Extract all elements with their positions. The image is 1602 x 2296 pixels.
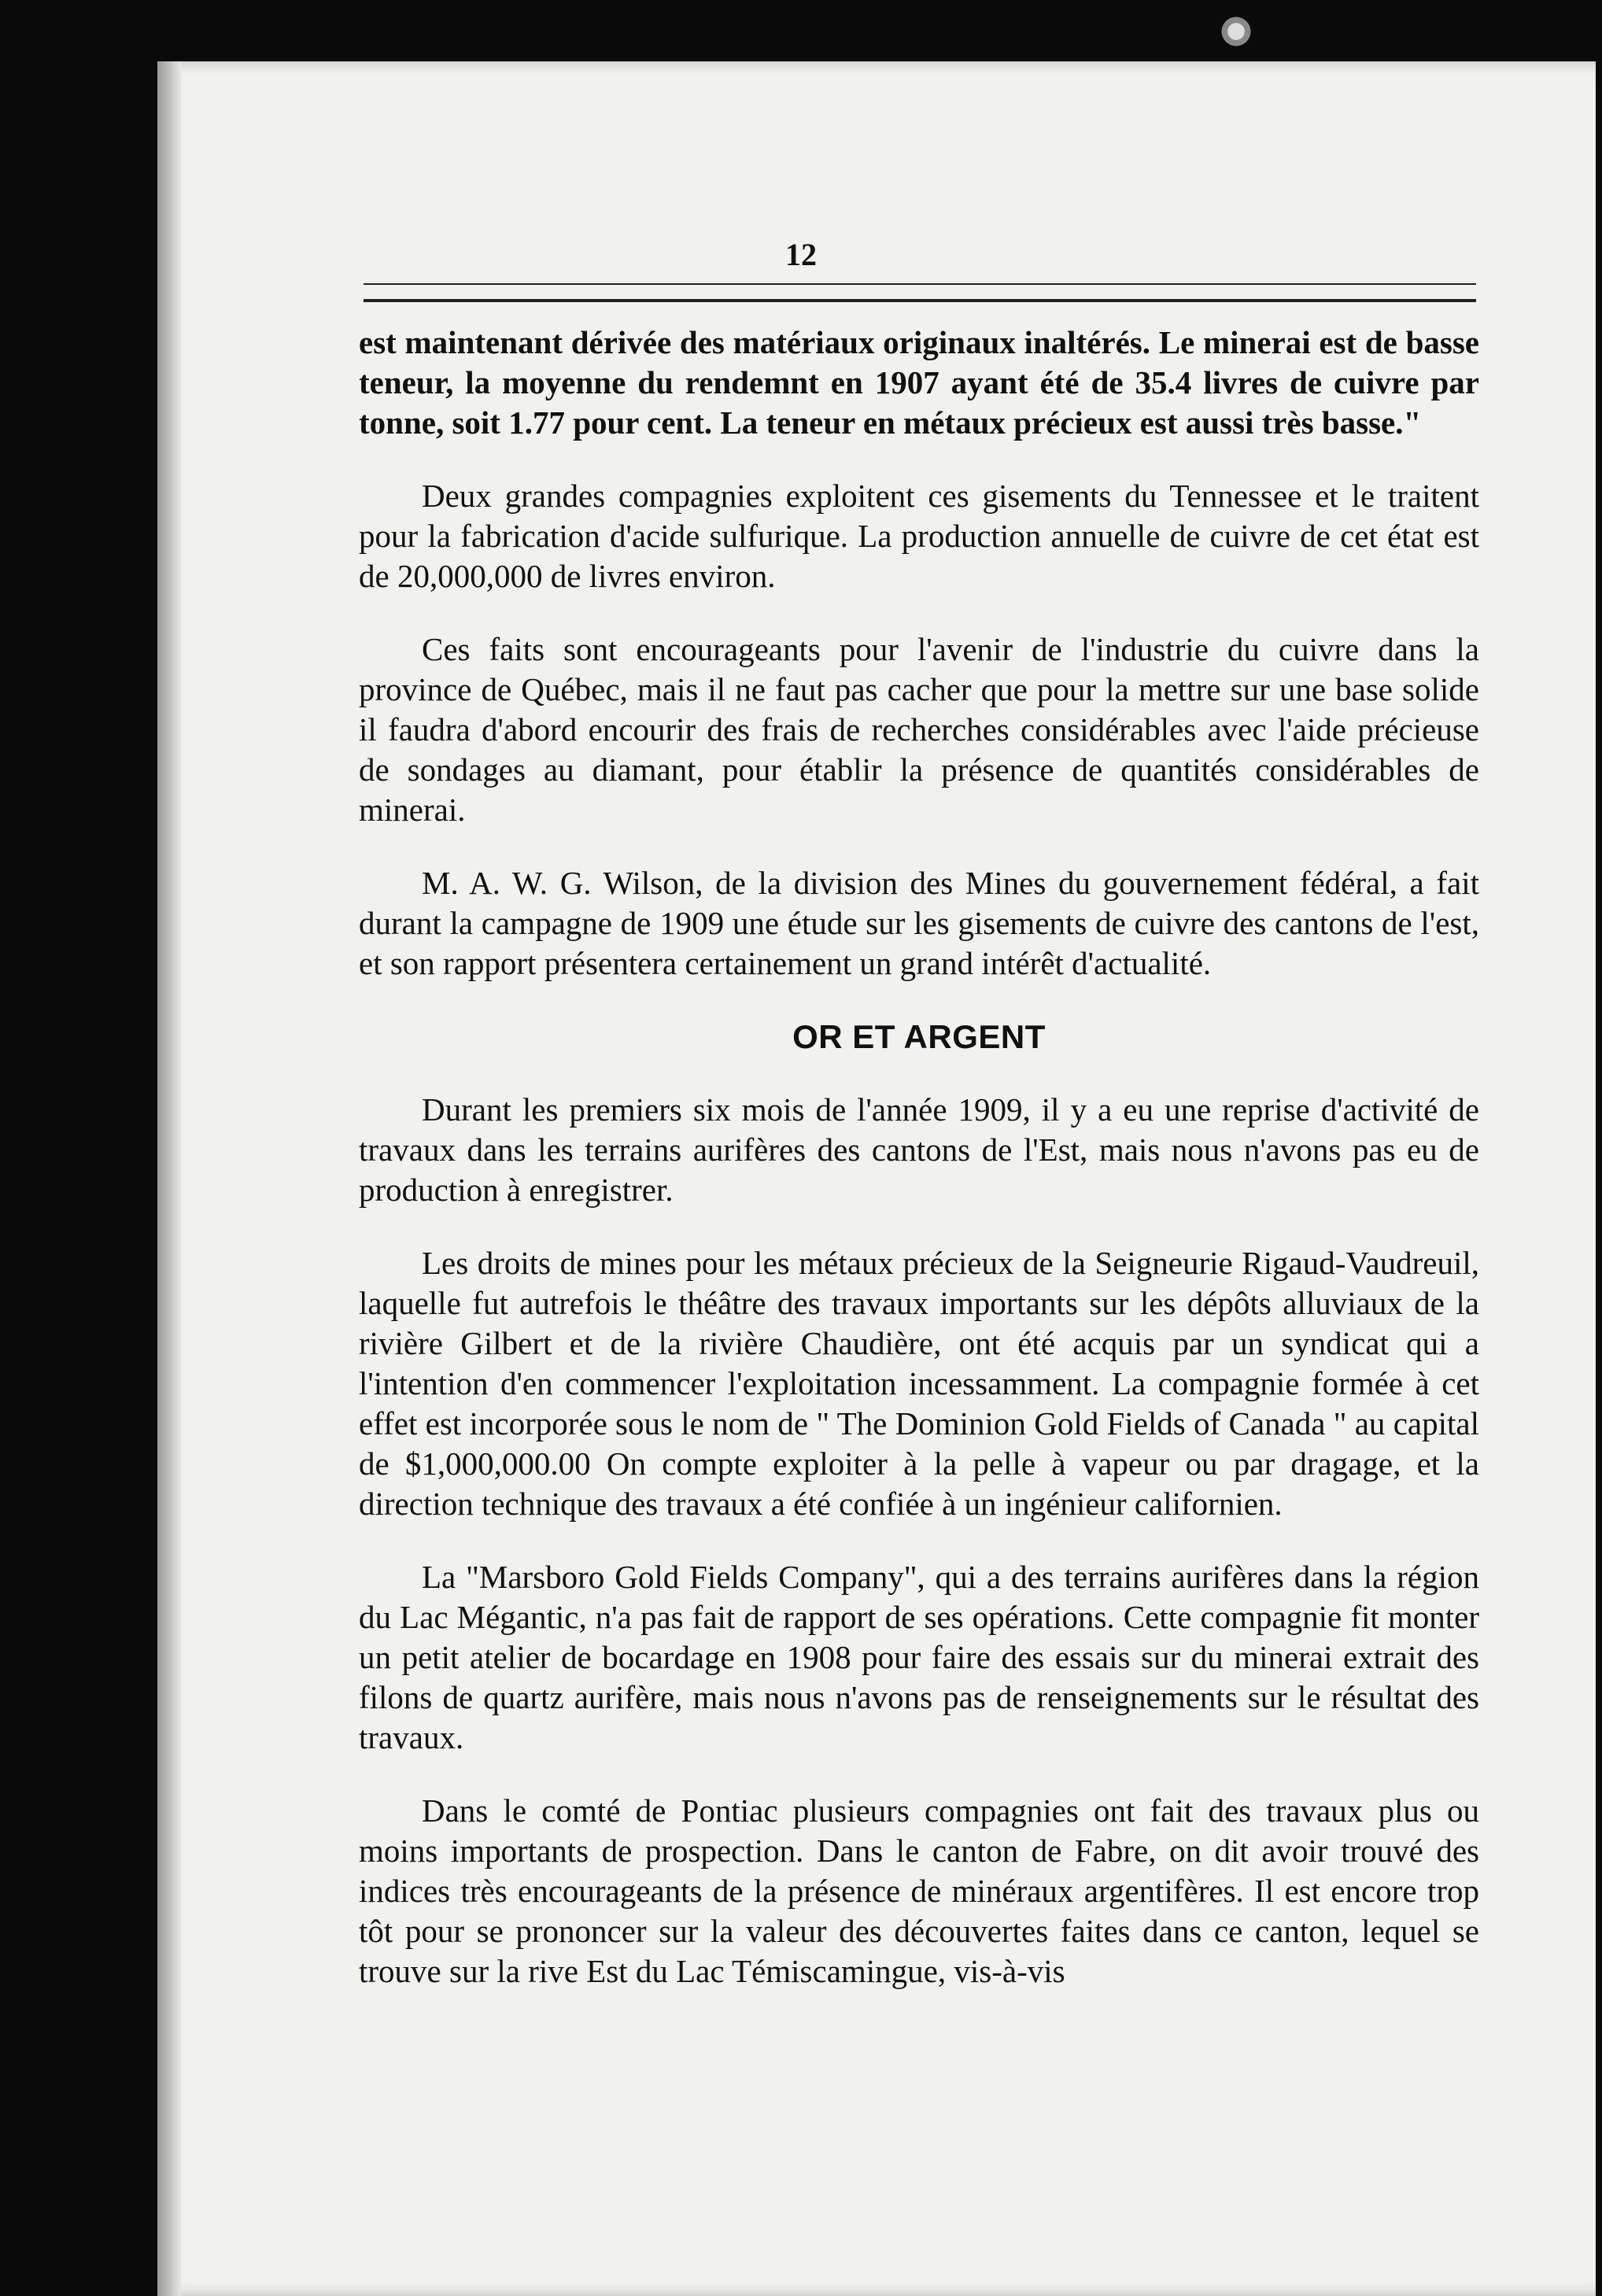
paragraph: Durant les premiers six mois de l'année 1909, il y a eu une reprise d'activité de travaux dans les terrains aurifères des cantons de l'Est, mais nous n'avons pas eu de production à enregistrer. [359,1091,1479,1208]
page-body [359,323,1479,2025]
paragraph: M. A. W. G. Wilson, de la division des Mines du gouvernement fédéral, a fait durant la campagne de 1909 une étude sur les gisements de cuivre des cantons de l'est, et son rapport présentera certainement un grand intérêt d'actualité. [359,865,1479,981]
binding-shadow [157,61,181,2296]
paragraph: Deux grandes compagnies exploitent ces gisements du Tennessee et le traitent pour la fabrication d'acide sulfurique. La production annuelle de cuivre de cet état est de 20,000,000 de livres environ. [359,478,1479,594]
page-number: 12 [785,237,817,272]
paragraph: La "Marsboro Gold Fields Company", qui a des terrains aurifères dans la région du Lac Mégantic, n'a pas fait de rapport de ses opérations. Cette compagnie fit monter un petit atelier de bocardage en 1908 pour faire des essais sur du minerai extrait des filons de quartz aurifère, mais nous n'avons pas de renseignements sur le résultat des travaux. [359,1559,1479,1755]
header-rule [364,283,1476,302]
paragraph: est maintenant dérivée des matériaux originaux inaltérés. Le minerai est de basse teneur, la moyenne du rendemnt en 1907 ayant été de 35.4 livres de cuivre par tonne, soit 1.77 pour cent. La teneur en métaux précieux est aussi très basse." [359,324,1479,441]
paragraph: Dans le comté de Pontiac plusieurs compagnies ont fait des travaux plus ou moins importants de prospection. Dans le canton de Fabre, on dit avoir trouvé des indices très encourageants de la présence de minéraux argentifères. Il est encore trop tôt pour se prononcer sur la valeur des découvertes faites dans ce canton, lequel se trouve sur la rive Est du Lac Témiscamingue, vis-à-vis [359,1792,1479,1989]
paragraph: Les droits de mines pour les métaux précieux de la Seigneurie Rigaud-Vaudreuil, laquelle fut autrefois le théâtre des travaux importants sur les dépôts alluviaux de la rivière Gilbert et de la rivière Chaudière, ont été acquis par un syndicat qui a l'intention d'en commencer l'exploitation incessamment. La compagnie formée à cet effet est incorporée sous le nom de " The Dominion Gold Fields of Canada " au capital de $1,000,000.00 On compte exploiter à la pelle à vapeur ou par dragage, et la direction technique des travaux a été confiée à un ingénieur californien. [359,1245,1479,1522]
section-heading: OR ET ARGENT [792,1018,1046,1055]
paragraph: Ces faits sont encourageants pour l'avenir de l'industrie du cuivre dans la province de Québec, mais il ne faut pas cacher que pour la mettre sur une base solide il faudra d'abord encourir des frais de recherches considérables avec l'aide précieuse de sondages au diamant, pour établir la présence de quantités considérables de minerai. [359,631,1479,828]
film-mark-icon [1218,16,1254,47]
